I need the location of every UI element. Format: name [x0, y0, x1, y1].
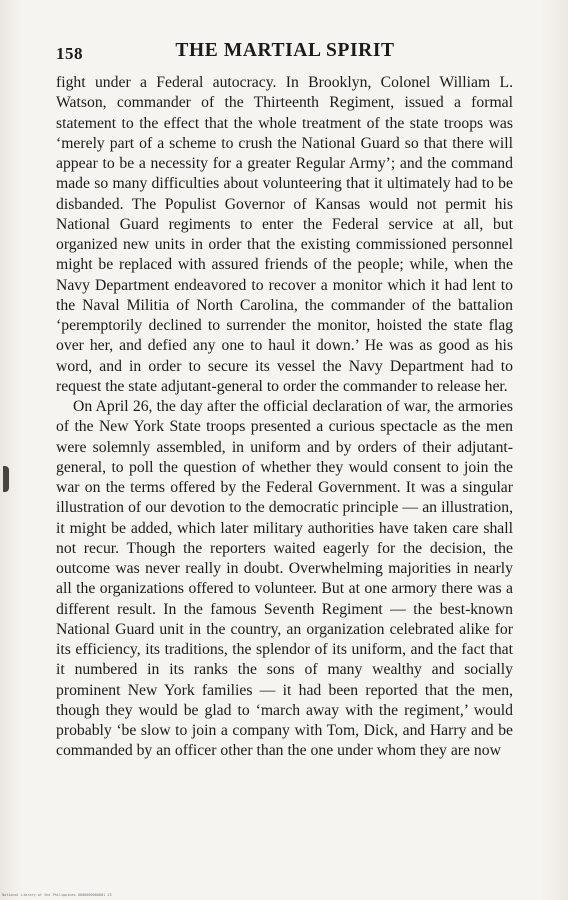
page-header: [56, 40, 514, 66]
library-stamp: National Library of the Philippines 0000000000001 23: [2, 893, 112, 897]
running-head: THE MARTIAL SPIRIT: [175, 40, 395, 61]
paragraph-2: On April 26, the day after the official declaration of war, the armories of the New York State troops presented a curious spectacle as the men were solemnly assembled, in uniform and by orders of their adjutant-general, to poll the question of whether they would consent to join the war on the terms offered by the Federal Government. It was a singular illustration of our devotion to the democratic principle — an illustration, it might be added, which later military authorities have taken care shall not recur. Though the reporters waited eagerly for the decision, the outcome was never really in doubt. Overwhelming majorities in nearly all the organizations offered to volunteer. But at one armory there was a different result. In the famous Seventh Regiment — the best-known National Guard unit in the country, an organization celebrated alike for its efficiency, its traditions, the splendor of its uniform, and the fact that it numbered in its ranks the sons of many wealthy and socially prominent New York families — it had been reported that the men, though they would be glad to ‘march away with the regiment,’ would probably ‘be slow to join a company with Tom, Dick, and Harry and be commanded by an officer other than the one under whom they are now: [56, 398, 513, 760]
page-number: 158: [56, 44, 83, 63]
paragraph-1: fight under a Federal autocracy. In Brooklyn, Colonel William L. Watson, commander of the Thirteenth Regiment, issued a formal statement to the effect that the whole treatment of the state troops was ‘merely part of a scheme to crush the National Guard so that there will appear to be a necessity for a greater Regular Army’; and the command made so many difficulties about volunteering that it ultimately had to be disbanded. The Populist Governor of Kansas would not permit his National Guard regiments to enter the Federal service at all, but organized new units in order that the existing commissioned personnel might be replaced with assured friends of the people; while, when the Navy Department endeavored to recover a monitor which it had lent to the Naval Militia of North Carolina, the commander of the battalion ‘peremptorily declined to surrender the monitor, hoisted the state flag over her, and defied any one to haul it down.’ He was as good as his word, and in order to secure its vessel the Navy Department had to request the state adjutant-general to order the commander to release her.: [56, 74, 513, 395]
body-text: [56, 73, 513, 762]
margin-ink-mark: [3, 466, 9, 492]
